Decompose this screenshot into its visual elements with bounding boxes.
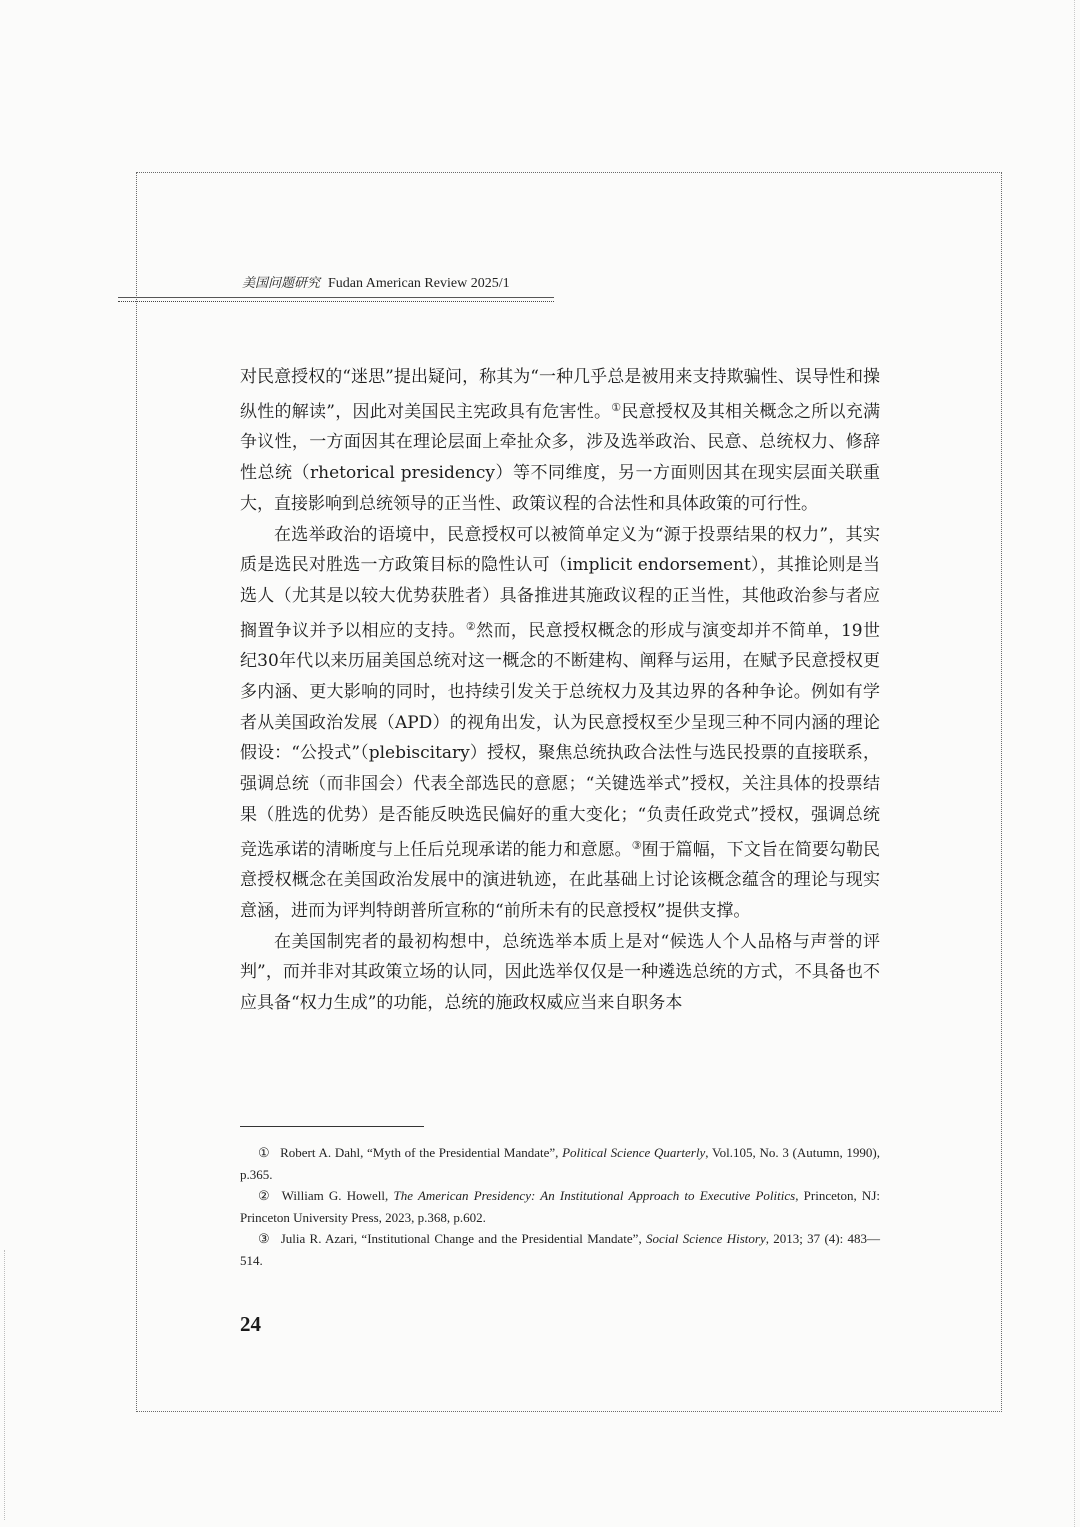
footnote-ref-3[interactable]: ③	[631, 838, 642, 852]
footnote-2: ② William G. Howell, The American Presidency: An Institutional Approach to Executive Politics, Princeton, NJ: Princeton University Press, 2023, p.368, p.602.	[240, 1188, 880, 1225]
journal-title-en: Fudan American Review 2025/1	[328, 276, 510, 291]
body-text	[240, 362, 880, 1019]
header-rule	[118, 297, 554, 302]
scan-edge-left	[4, 1250, 8, 1520]
footnote-ref-2[interactable]: ②	[465, 619, 477, 633]
paragraph-3: 在美国制宪者的最初构想中，总统选举本质上是对“候选人个人品格与声誉的评判”，而并非对其政策立场的认同，因此选举仅仅是一种遴选总统的方式，不具备也不应具备“权力生成”的功能，总统的施政权威应当来自职务本	[240, 931, 880, 1014]
footnote-3: ③ Julia R. Azari, “Institutional Change and the Presidential Mandate”, Social Science History, 2013; 37 (4): 483—514.	[240, 1231, 881, 1268]
journal-title-cn: 美国问题研究	[242, 276, 321, 291]
paragraph-1: 对民意授权的“迷思”提出疑问，称其为“一种几乎总是被用来支持欺骗性、误导性和操纵性的解读”，因此对美国民主宪政具有危害性。①民意授权及其相关概念之所以充满争议性，一方面因其在理论层面上牵扯众多，涉及选举政治、民意、总统权力、修辞性总统（rhetorical presidency）等不同维度，另一方面则因其在现实层面关联重大，直接影响到总统领导的正当性、政策议程的合法性和具体政策的可行性。	[240, 367, 880, 514]
footnote-rule	[240, 1126, 424, 1127]
scan-edge-right	[1074, 0, 1078, 1527]
running-head	[242, 272, 510, 292]
footnote-1: ① Robert A. Dahl, “Myth of the Presidential Mandate”, Political Science Quarterly, Vol.105, No. 3 (Autumn, 1990), p.365.	[240, 1145, 880, 1182]
page-number: 24	[240, 1312, 261, 1336]
paragraph-2: 在选举政治的语境中，民意授权可以被简单定义为“源于投票结果的权力”，其实质是选民对胜选一方政策目标的隐性认可（implicit endorsement），其推论则是当选人（尤其是以较大优势获胜者）具备推进其施政议程的正当性，其他政治参与者应搁置争议并予以相应的支持。②然而，民意授权概念的形成与演变却并不简单，19世纪30年代以来历届美国总统对这一概念的不断建构、阐释与运用，在赋予民意授权更多内涵、更大影响的同时，也持续引发关于总统权力及其边界的各种争论。例如有学者从美国政治发展（APD）的视角出发，认为民意授权至少呈现三种不同内涵的理论假设：“公投式”（plebiscitary）授权，聚焦总统执政合法性与选民投票的直接联系，强调总统（而非国会）代表全部选民的意愿；“关键选举式”授权，关注具体的投票结果（胜选的优势）是否能反映选民偏好的重大变化；“负责任政党式”授权，强调总统竞选承诺的清晰度与上任后兑现承诺的能力和意愿。③囿于篇幅，下文旨在简要勾勒民意授权概念在美国政治发展中的演进轨迹，在此基础上讨论该概念蕴含的理论与现实意涵，进而为评判特朗普所宣称的“前所未有的民意授权”提供支撑。	[240, 524, 881, 921]
footnote-ref-1[interactable]: ①	[611, 400, 622, 414]
footnotes	[240, 1142, 880, 1271]
